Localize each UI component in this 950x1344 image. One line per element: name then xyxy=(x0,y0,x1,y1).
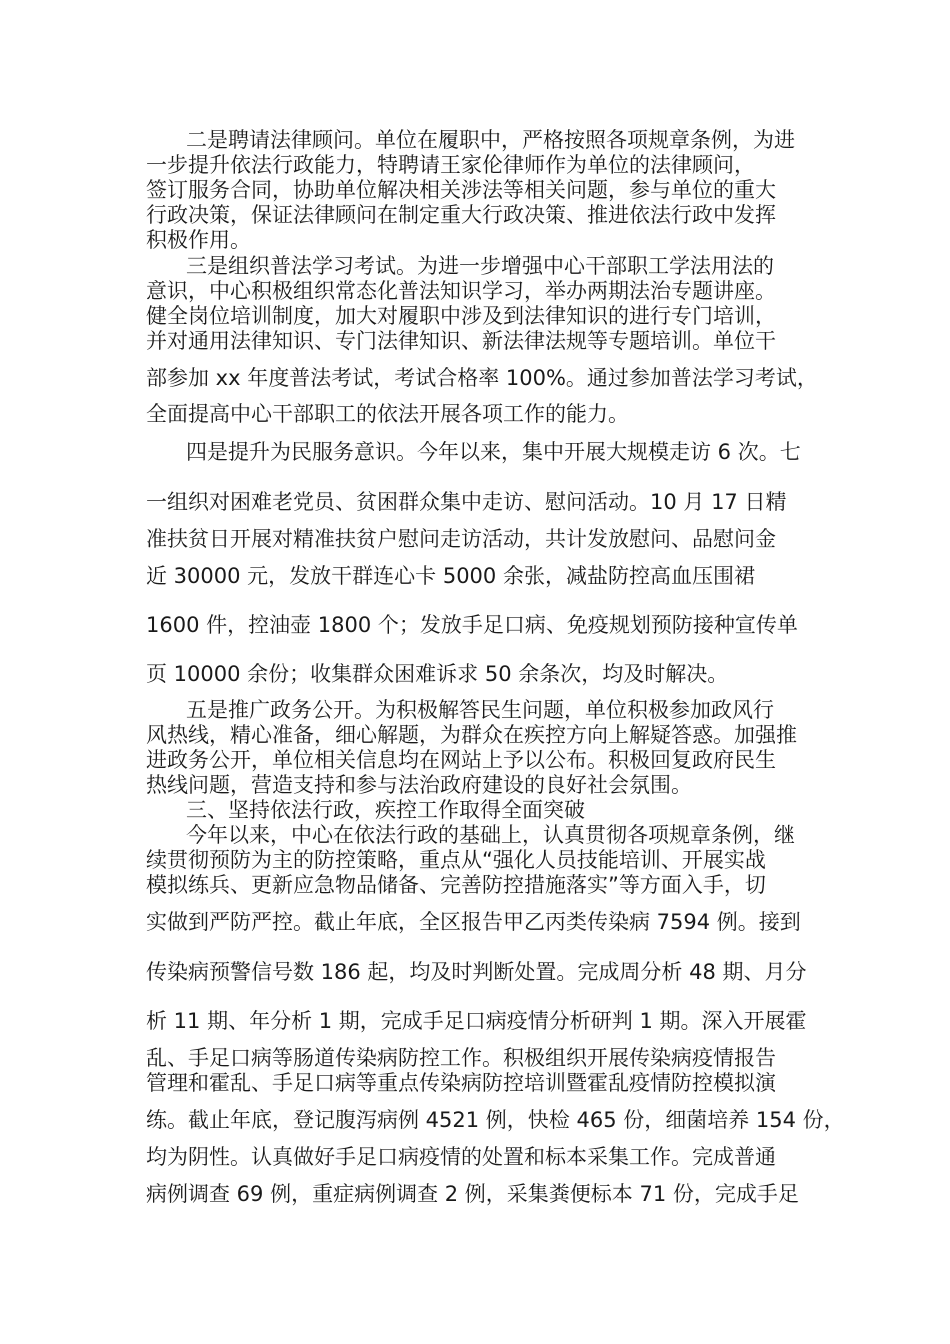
paragraph-line: 一组织对困难老党员、贫困群众集中走访、慰问活动。10 月 17 日精 xyxy=(146,490,787,514)
paragraph-line: 意识，中心积极组织常态化普法知识学习，举办两期法治专题讲座。 xyxy=(146,279,776,303)
paragraph-line: 二是聘请法律顾问。单位在履职中，严格按照各项规章条例，为进 xyxy=(186,128,795,152)
paragraph-line: 热线问题，营造支持和参与法治政府建设的良好社会氛围。 xyxy=(146,773,692,797)
paragraph-line: 析 11 期、年分析 1 期，完成手足口病疫情分析研判 1 期。深入开展霍 xyxy=(146,1009,807,1033)
paragraph-line: 练。截止年底，登记腹泻病例 4521 例，快检 465 份，细菌培养 154 份， xyxy=(146,1108,845,1132)
paragraph-line: 全面提高中心干部职工的依法开展各项工作的能力。 xyxy=(146,402,629,426)
paragraph-line: 管理和霍乱、手足口病等重点传染病防控培训暨霍乱疫情防控模拟演 xyxy=(146,1071,776,1095)
paragraph-line: 页 10000 余份；收集群众困难诉求 50 余条次，均及时解决。 xyxy=(146,662,729,686)
paragraph-line: 积极作用。 xyxy=(146,228,251,252)
paragraph-line: 1600 件，控油壶 1800 个；发放手足口病、免疫规划预防接种宣传单 xyxy=(146,613,798,637)
paragraph-line: 行政决策，保证法律顾问在制定重大行政决策、推进依法行政中发挥 xyxy=(146,203,776,227)
paragraph-line: 均为阴性。认真做好手足口病疫情的处置和标本采集工作。完成普通 xyxy=(146,1145,776,1169)
paragraph-line: 健全岗位培训制度，加大对履职中涉及到法律知识的进行专门培训， xyxy=(146,304,776,328)
paragraph-line: 准扶贫日开展对精准扶贫户慰问走访活动，共计发放慰问、品慰问金 xyxy=(146,527,776,551)
paragraph-line: 今年以来，中心在依法行政的基础上，认真贯彻各项规章条例，继 xyxy=(186,823,795,847)
paragraph-line: 五是推广政务公开。为积极解答民生问题，单位积极参加政风行 xyxy=(186,698,774,722)
paragraph-line: 签订服务合同，协助单位解决相关涉法等相关问题，参与单位的重大 xyxy=(146,178,776,202)
section-heading: 三、坚持依法行政，疾控工作取得全面突破 xyxy=(186,798,585,822)
paragraph-line: 实做到严防严控。截止年底，全区报告甲乙丙类传染病 7594 例。接到 xyxy=(146,910,801,934)
paragraph-line: 进政务公开，单位相关信息均在网站上予以公布。积极回复政府民生 xyxy=(146,748,776,772)
paragraph-line: 四是提升为民服务意识。今年以来，集中开展大规模走访 6 次。七 xyxy=(186,440,801,464)
paragraph-line: 乱、手足口病等肠道传染病防控工作。积极组织开展传染病疫情报告 xyxy=(146,1046,776,1070)
paragraph-line: 传染病预警信号数 186 起，均及时判断处置。完成周分析 48 期、月分 xyxy=(146,960,807,984)
paragraph-line: 模拟练兵、更新应急物品储备、完善防控措施落实”等方面入手，切 xyxy=(146,873,766,897)
paragraph-line: 近 30000 元，发放干群连心卡 5000 余张，减盐防控高血压围裙 xyxy=(146,564,755,588)
paragraph-line: 三是组织普法学习考试。为进一步增强中心干部职工学法用法的 xyxy=(186,254,774,278)
paragraph-line: 风热线，精心准备，细心解题，为群众在疾控方向上解疑答惑。加强推 xyxy=(146,723,797,747)
paragraph-line: 病例调查 69 例，重症病例调查 2 例，采集粪便标本 71 份，完成手足 xyxy=(146,1182,799,1206)
paragraph-line: 续贯彻预防为主的防控策略，重点从“强化人员技能培训、开展实战 xyxy=(146,848,766,872)
paragraph-line: 并对通用法律知识、专门法律知识、新法律法规等专题培训。单位干 xyxy=(146,329,776,353)
paragraph-line: 部参加 xx 年度普法考试，考试合格率 100%。通过参加普法学习考试， xyxy=(146,366,818,390)
paragraph-line: 一步提升依法行政能力，特聘请王家伦律师作为单位的法律顾问， xyxy=(146,153,755,177)
